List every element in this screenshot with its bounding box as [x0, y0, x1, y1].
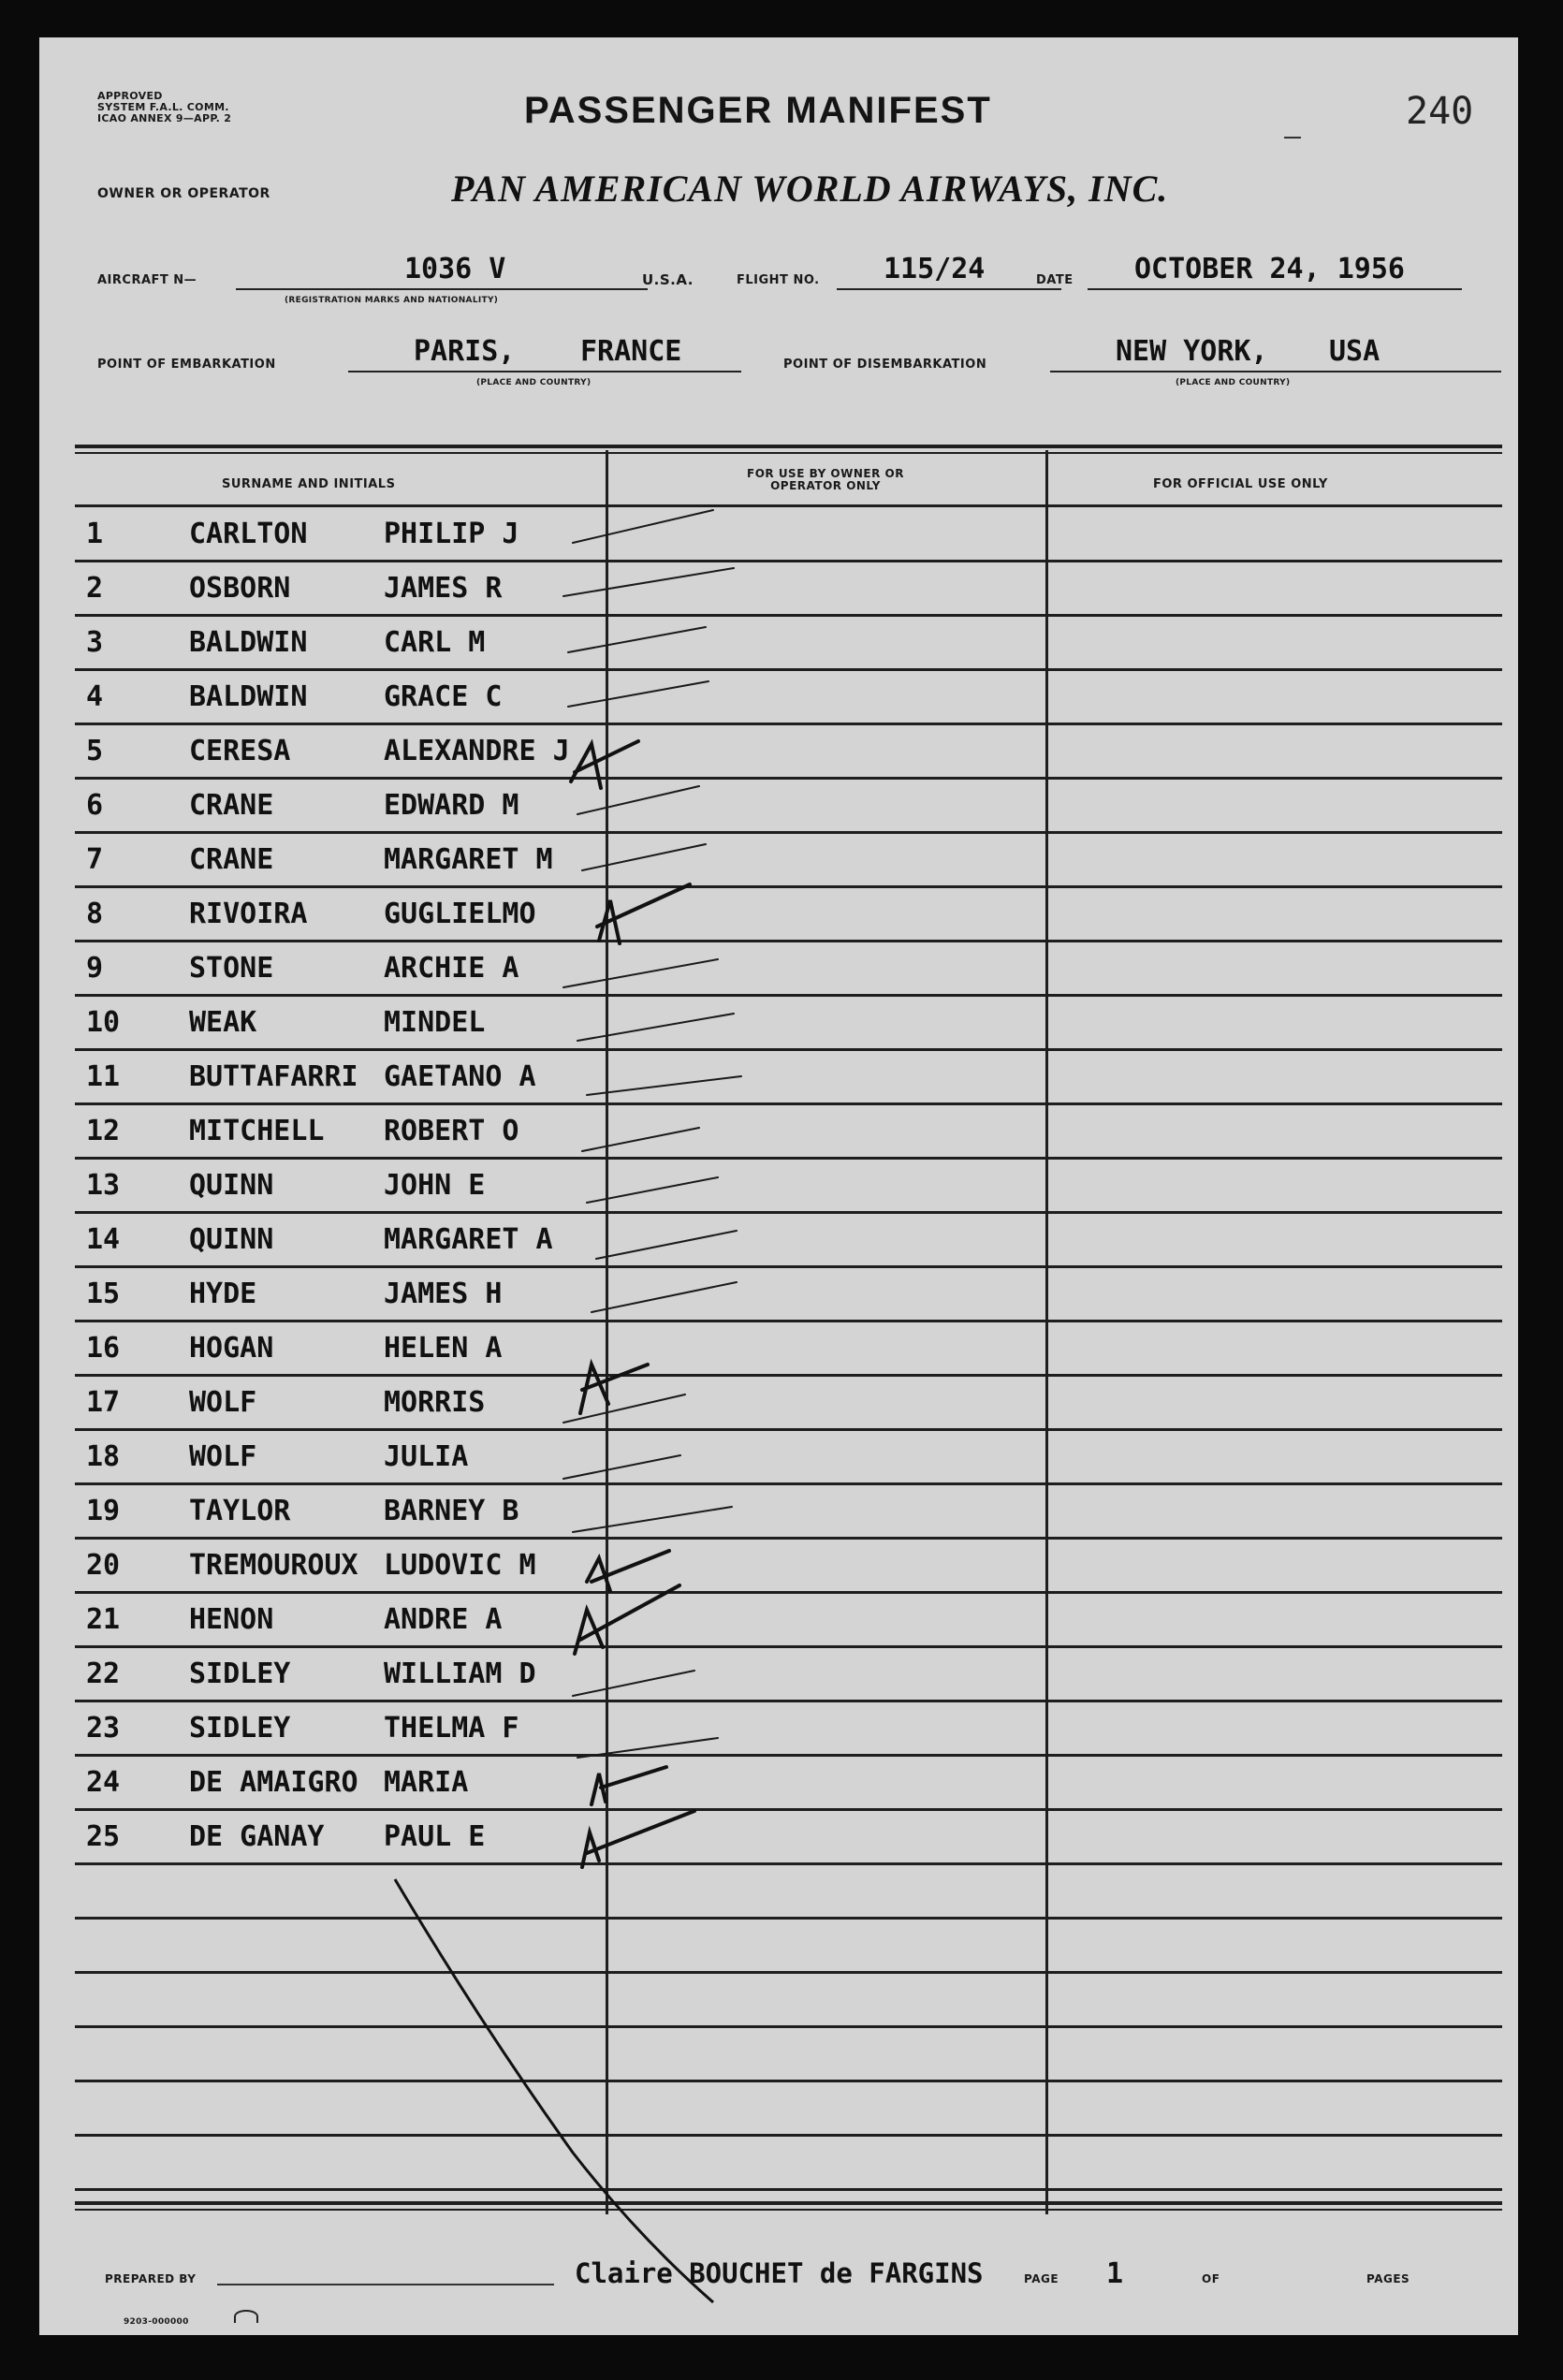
- check-stroke: [596, 1231, 737, 1259]
- row-given-name: MARIA: [384, 1766, 469, 1799]
- row-given-name: WILLIAM D: [384, 1657, 536, 1690]
- approval-line: ICAO ANNEX 9—APP. 2: [97, 112, 232, 124]
- row-surname: RIVOIRA: [189, 898, 308, 930]
- check-stroke: [563, 1455, 680, 1479]
- row-surname: CARLTON: [189, 518, 308, 550]
- row-number: 20: [86, 1549, 121, 1582]
- row-given-name: MARGARET M: [384, 843, 553, 876]
- row-surname: CRANE: [189, 789, 274, 822]
- check-stroke: [573, 510, 713, 543]
- row-number: 22: [86, 1657, 121, 1690]
- row-number: 23: [86, 1712, 121, 1745]
- row-number: 25: [86, 1820, 121, 1853]
- date-value: OCTOBER 24, 1956: [1134, 253, 1405, 285]
- row-surname: WOLF: [189, 1386, 257, 1419]
- row-surname: WOLF: [189, 1440, 257, 1473]
- flight-label: FLIGHT NO.: [737, 273, 820, 287]
- row-surname: WEAK: [189, 1006, 257, 1039]
- embark-sublabel: (PLACE AND COUNTRY): [476, 378, 592, 387]
- checkmark-a: [597, 884, 690, 943]
- row-number: 24: [86, 1766, 121, 1799]
- check-stroke: [568, 627, 706, 652]
- flight-value: 115/24: [884, 253, 986, 285]
- row-surname: QUINN: [189, 1223, 274, 1256]
- row-number: 8: [86, 898, 104, 930]
- row-given-name: ROBERT O: [384, 1115, 519, 1147]
- row-number: 6: [86, 789, 104, 822]
- row-surname: SIDLEY: [189, 1712, 291, 1745]
- row-given-name: EDWARD M: [384, 789, 519, 822]
- strike-line: [395, 1879, 713, 2302]
- check-stroke: [563, 568, 734, 596]
- embark-city: PARIS,: [414, 335, 516, 368]
- row-given-name: ALEXANDRE J: [384, 735, 570, 767]
- check-stroke: [573, 1671, 694, 1696]
- row-number: 7: [86, 843, 104, 876]
- row-given-name: THELMA F: [384, 1712, 519, 1745]
- row-number: 11: [86, 1060, 121, 1093]
- row-given-name: MORRIS: [384, 1386, 486, 1419]
- row-given-name: CARL M: [384, 626, 486, 659]
- disembark-sublabel: (PLACE AND COUNTRY): [1176, 378, 1291, 387]
- row-surname: QUINN: [189, 1169, 274, 1202]
- aircraft-label: AIRCRAFT N—: [97, 273, 197, 287]
- page-number: 240: [1406, 90, 1474, 133]
- row-surname: CERESA: [189, 735, 291, 767]
- printer-seal-icon: [234, 2310, 258, 2323]
- approval-line: SYSTEM F.A.L. COMM.: [97, 101, 229, 113]
- row-surname: STONE: [189, 952, 274, 985]
- check-stroke: [592, 1282, 737, 1312]
- prepared-by-name: Claire BOUCHET de FARGINS: [575, 2257, 984, 2289]
- check-stroke: [582, 844, 706, 870]
- checkmark-a: [571, 741, 638, 788]
- row-surname: HENON: [189, 1603, 274, 1636]
- row-given-name: HELEN A: [384, 1332, 503, 1365]
- row-number: 21: [86, 1603, 121, 1636]
- row-number: 19: [86, 1495, 121, 1527]
- row-number: 17: [86, 1386, 121, 1419]
- row-number: 9: [86, 952, 104, 985]
- aircraft-value: 1036 V: [404, 253, 506, 285]
- checkmark-a: [592, 1767, 666, 1804]
- row-number: 15: [86, 1278, 121, 1310]
- row-surname: BUTTAFARRI: [189, 1060, 358, 1093]
- nationality-label: U.S.A.: [642, 271, 694, 288]
- row-surname: DE GANAY: [189, 1820, 325, 1853]
- col-header-names: SURNAME AND INITIALS: [222, 477, 396, 491]
- check-stroke: [577, 786, 699, 814]
- check-stroke: [587, 1177, 718, 1203]
- check-stroke: [563, 959, 718, 987]
- date-label: DATE: [1036, 273, 1074, 287]
- row-given-name: PAUL E: [384, 1820, 486, 1853]
- row-surname: DE AMAIGRO: [189, 1766, 358, 1799]
- row-given-name: JULIA: [384, 1440, 469, 1473]
- row-surname: MITCHELL: [189, 1115, 325, 1147]
- row-given-name: ANDRE A: [384, 1603, 503, 1636]
- airline-name: PAN AMERICAN WORLD AIRWAYS, INC.: [451, 168, 1169, 210]
- page-label: PAGE: [1024, 2272, 1059, 2285]
- pages-label: PAGES: [1366, 2272, 1410, 2285]
- prepared-label: PREPARED BY: [105, 2272, 197, 2285]
- row-number: 2: [86, 572, 104, 605]
- disembark-label: POINT OF DISEMBARKATION: [783, 358, 987, 372]
- row-surname: TAYLOR: [189, 1495, 291, 1527]
- check-stroke: [587, 1076, 741, 1095]
- handwritten-marks: [39, 37, 1518, 2335]
- row-given-name: GRACE C: [384, 680, 503, 713]
- row-surname: BALDWIN: [189, 626, 308, 659]
- of-label: OF: [1202, 2272, 1220, 2285]
- row-given-name: MINDEL: [384, 1006, 486, 1039]
- row-number: 3: [86, 626, 104, 659]
- row-given-name: JOHN E: [384, 1169, 486, 1202]
- disembark-country: USA: [1329, 335, 1380, 368]
- row-given-name: LUDOVIC M: [384, 1549, 536, 1582]
- checkmark-a: [582, 1811, 694, 1867]
- prepared-line: [217, 2284, 554, 2285]
- checkmark-a: [575, 1585, 679, 1654]
- check-stroke: [573, 1507, 732, 1532]
- row-surname: BALDWIN: [189, 680, 308, 713]
- row-surname: SIDLEY: [189, 1657, 291, 1690]
- embark-country: FRANCE: [580, 335, 682, 368]
- row-number: 4: [86, 680, 104, 713]
- check-stroke: [568, 681, 708, 707]
- page-title: PASSENGER MANIFEST: [524, 90, 992, 131]
- col-header-owner: FOR USE BY OWNER OR OPERATOR ONLY: [747, 467, 904, 492]
- row-number: 16: [86, 1332, 121, 1365]
- row-given-name: ARCHIE A: [384, 952, 519, 985]
- approval-line: APPROVED: [97, 90, 163, 102]
- row-given-name: MARGARET A: [384, 1223, 553, 1256]
- manifest-sheet: [39, 37, 1518, 2335]
- check-stroke: [582, 1128, 699, 1151]
- checkmark-a: [587, 1551, 669, 1591]
- col-header-official: FOR OFFICIAL USE ONLY: [1153, 477, 1328, 491]
- row-given-name: PHILIP J: [384, 518, 519, 550]
- embark-label: POINT OF EMBARKATION: [97, 358, 276, 372]
- row-surname: HYDE: [189, 1278, 257, 1310]
- row-surname: OSBORN: [189, 572, 291, 605]
- aircraft-sublabel: (REGISTRATION MARKS AND NATIONALITY): [285, 296, 499, 305]
- row-surname: HOGAN: [189, 1332, 274, 1365]
- row-given-name: GAETANO A: [384, 1060, 536, 1093]
- row-given-name: JAMES H: [384, 1278, 503, 1310]
- row-surname: CRANE: [189, 843, 274, 876]
- row-number: 18: [86, 1440, 121, 1473]
- row-number: 1: [86, 518, 104, 550]
- check-stroke: [577, 1014, 734, 1041]
- row-number: 5: [86, 735, 104, 767]
- form-code: 9203-000000: [124, 2317, 189, 2327]
- row-given-name: BARNEY B: [384, 1495, 519, 1527]
- disembark-city: NEW YORK,: [1116, 335, 1268, 368]
- row-number: 10: [86, 1006, 121, 1039]
- check-stroke: [577, 1738, 718, 1758]
- owner-label: OWNER OR OPERATOR: [97, 186, 270, 201]
- row-number: 13: [86, 1169, 121, 1202]
- page-count-value: 1: [1106, 2257, 1124, 2290]
- row-number: 14: [86, 1223, 121, 1256]
- row-surname: TREMOUROUX: [189, 1549, 358, 1582]
- row-number: 12: [86, 1115, 121, 1147]
- row-given-name: JAMES R: [384, 572, 503, 605]
- row-given-name: GUGLIELMO: [384, 898, 536, 930]
